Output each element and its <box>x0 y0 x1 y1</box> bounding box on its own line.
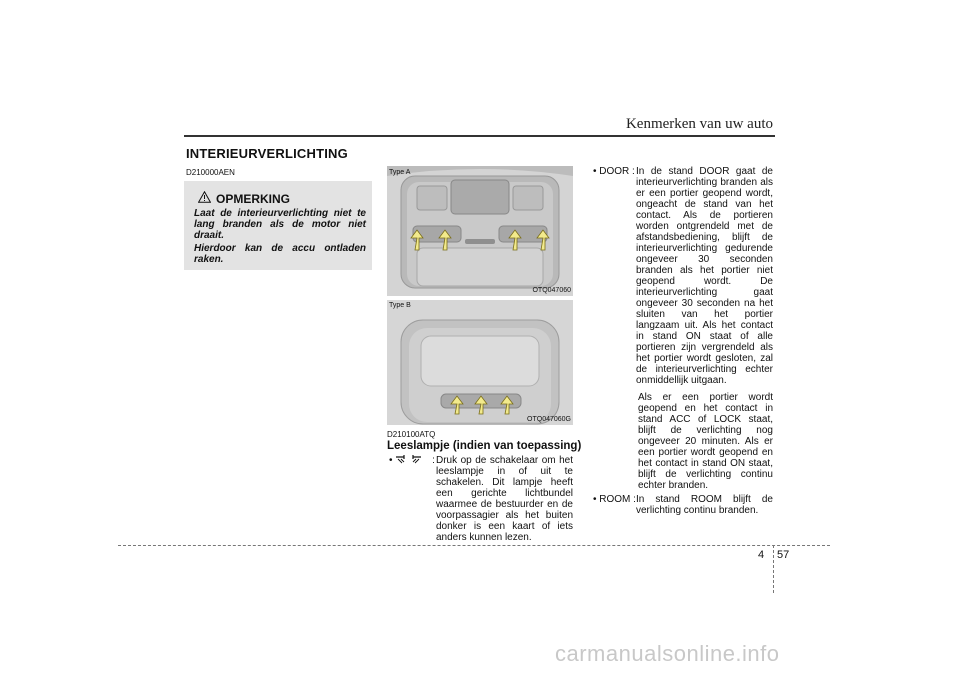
note-paragraph-2: Hierdoor kan de accu ontladen raken. <box>194 243 366 265</box>
arrow-icons-a <box>387 166 573 296</box>
reading-lamp-bullet <box>389 455 435 467</box>
photo-b-label: Type B <box>389 302 411 309</box>
room-label: • ROOM : <box>593 494 636 505</box>
arrow-icon <box>509 230 521 250</box>
note-heading <box>198 191 290 206</box>
section-code: D210000AEN <box>186 168 235 177</box>
arrow-icon <box>451 396 463 414</box>
bullet: • <box>389 455 396 466</box>
photo-a-label: Type A <box>389 169 411 176</box>
photo-b-code: OTQ047060G <box>527 416 571 423</box>
page-number: 57 <box>777 549 790 561</box>
header-rule <box>184 135 775 137</box>
room-text: In stand ROOM blijft de verlichting continu branden. <box>636 494 773 516</box>
photo-type-b <box>387 300 573 425</box>
arrow-icon <box>475 396 487 414</box>
arrow-icon <box>411 230 423 250</box>
note-paragraph-1: Laat de interieurverlichting niet te lang branden als de motor niet draait. <box>194 208 366 241</box>
door-text-2: Als er een portier wordt geopend en het contact in stand ACC of LOCK staat, blijft de verlichting nog ongeveer 20 minuten. Als er een portier wordt geopend en het contact in stand ON staat, blijft de verlichting continu echter branden. <box>638 392 773 491</box>
watermark: carmanualsonline.info <box>555 641 780 666</box>
page-chapter: 4 <box>758 549 765 561</box>
door-label: • DOOR : <box>593 166 635 177</box>
photo-type-a <box>387 166 573 296</box>
header-title: Kenmerken van uw auto <box>625 116 773 132</box>
footer-divider <box>773 545 774 593</box>
arrow-icon <box>439 230 451 250</box>
door-text: In de stand DOOR gaat de interieurverlichting branden als er een portier geopend wordt, ongeacht de stand van het contact. Als de portieren worden ontgrendeld met de afstandsbediening, blijft de interieurverlichting gedurende ongeveer 30 seconden branden als het portier niet geopend wordt. De interieurverlichting gaat ongeveer 30 seconden na het sluiten van het portier langzaam uit. Als het contact in stand ON staat of alle portieren zijn vergrendeld als het portier wordt gesloten, zal de interieurverlichting echter onmiddellijk uitgaan. <box>636 166 773 386</box>
bullet-colon: : <box>432 455 435 466</box>
reading-lamp-heading: Leeslampje (indien van toepassing) <box>387 440 582 452</box>
note-heading-label: OPMERKING <box>216 192 291 206</box>
arrow-icon <box>501 396 513 414</box>
reading-lamp-code: D210100ATQ <box>387 430 436 439</box>
photo-a-code: OTQ047060 <box>532 287 571 294</box>
arrow-icon <box>537 230 549 250</box>
reading-lamp-text: Druk op de schakelaar om het leeslampje in of uit te schakelen. Dit lampje heeft een gerichte lichtbundel waarmee de bestuurder en de voorpassagier als het buiten donker is een kaart of iets anders kunnen lezen. <box>436 455 573 543</box>
footer-rule <box>118 545 830 546</box>
warning-icon <box>198 191 212 206</box>
note-box <box>184 181 372 270</box>
lamp-beam-icon <box>395 455 425 467</box>
note-text <box>194 208 366 267</box>
section-title: INTERIEURVERLICHTING <box>186 146 348 161</box>
arrow-icons-b <box>387 300 573 425</box>
